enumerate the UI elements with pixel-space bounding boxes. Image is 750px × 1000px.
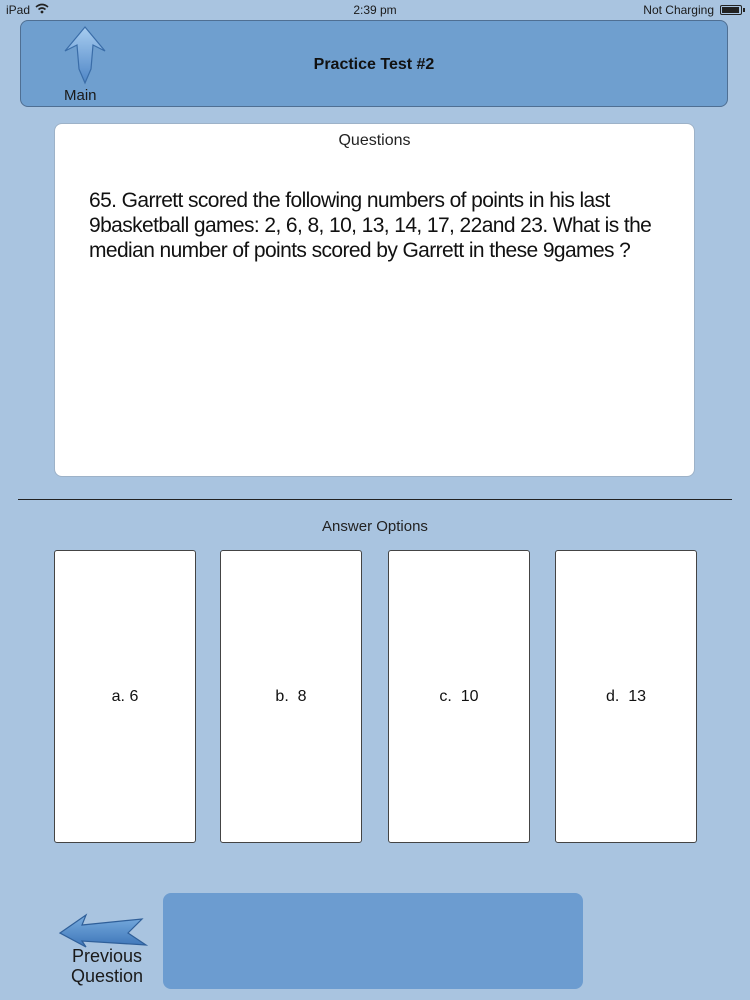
questions-card	[54, 123, 695, 477]
question-text: 65. Garrett scored the following numbers of points in his last 9basketball games: 2, 6, 8, 10, 13, 14, 17, 22and 23. What is the median number of points scored by Garrett in these 9games ?	[89, 189, 652, 262]
status-time: 2:39 pm	[353, 3, 397, 17]
feedback-panel	[163, 893, 583, 989]
answer-option-d[interactable]: d. 13	[555, 550, 697, 843]
header-bar	[20, 20, 728, 107]
questions-label: Questions	[338, 132, 411, 149]
divider	[18, 499, 732, 500]
page-title: Practice Test #2	[313, 56, 435, 73]
previous-question-button[interactable]	[56, 908, 156, 994]
device-name: iPad	[6, 3, 31, 17]
previous-question-label	[56, 946, 158, 986]
answer-option-b[interactable]: b. 8	[220, 550, 362, 843]
status-bar	[0, 0, 750, 20]
answer-options-label: Answer Options	[322, 518, 428, 535]
left-arrow-icon	[58, 911, 150, 949]
main-label: Main	[64, 87, 97, 104]
charging-status: Not Charging	[643, 3, 714, 17]
answer-option-c[interactable]: c. 10	[388, 550, 530, 843]
answer-option-a[interactable]: a. 6	[54, 550, 196, 843]
battery-icon	[720, 5, 742, 15]
up-arrow-icon	[63, 25, 107, 85]
previous-question-text: Previous Question	[70, 946, 144, 986]
